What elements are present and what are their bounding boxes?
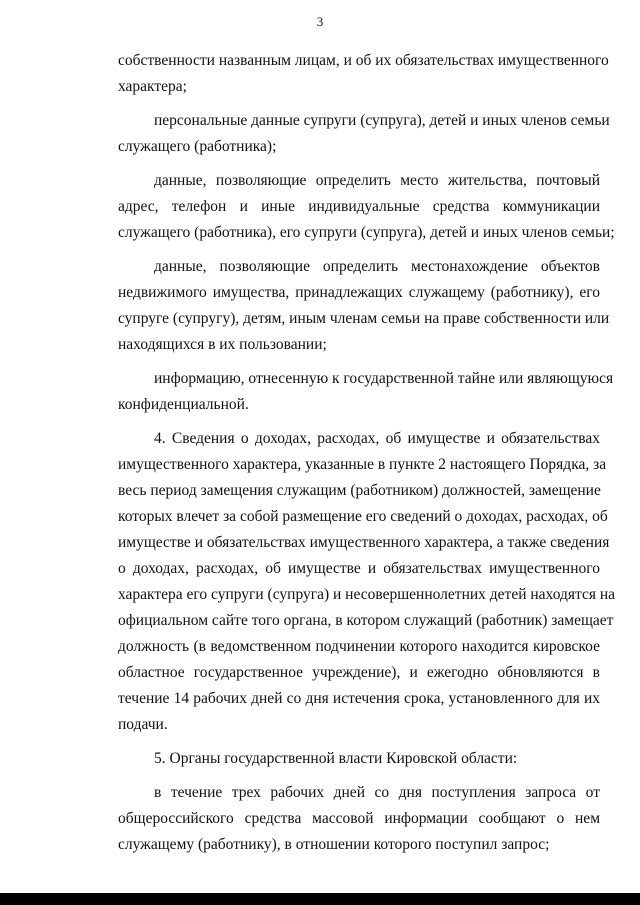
text-line: о доходах, расходах, об имуществе и обязательствах имущественного xyxy=(118,560,600,577)
text-line: имуществе и обязательствах имущественного характера, а также сведения xyxy=(118,534,610,551)
text-line: которых влечет за собой размещение его сведений о доходах, расходах, об xyxy=(118,508,608,525)
paragraph-residence-data xyxy=(118,168,615,246)
text-line: весь период замещения служащим (работником) должностей, замещение xyxy=(118,482,601,499)
text-line: адрес, телефон и иные индивидуальные средства коммуникации xyxy=(118,198,600,215)
paragraph-real-estate-data xyxy=(118,254,610,358)
text-line: 4. Сведения о доходах, расходах, об имуществе и обязательствах xyxy=(154,430,600,447)
text-line: собственности названным лицам, и об их обязательствах имущественного xyxy=(118,52,609,69)
text-line: имущественного характера, указанные в пункте 2 настоящего Порядка, за xyxy=(118,456,607,473)
text-line: конфиденциальной. xyxy=(118,396,249,413)
text-line: 5. Органы государственной власти Кировской области: xyxy=(154,750,518,767)
text-line: данные, позволяющие определить место жительства, почтовый xyxy=(154,172,600,189)
text-line: данные, позволяющие определить местонахождение объектов xyxy=(154,258,600,275)
scan-edge-bar xyxy=(0,893,640,905)
text-line: должность (в ведомственном подчинении которого находится кировское xyxy=(118,638,600,655)
page-number: 3 xyxy=(316,14,324,29)
text-line: общероссийского средства массовой информации сообщают о нем xyxy=(118,810,600,827)
text-line: недвижимого имущества, принадлежащих служащему (работнику), его xyxy=(118,284,600,301)
text-line: официальном сайте того органа, в котором служащий (работник) замещает xyxy=(118,612,614,629)
text-line: областное государственное учреждение), и ежегодно обновляются в xyxy=(118,664,600,681)
text-line: информацию, отнесенную к государственной тайне или являющуюся xyxy=(154,370,614,387)
text-line: находящихся в их пользовании; xyxy=(118,336,327,353)
text-line: служащему (работнику), в отношении которого поступил запрос; xyxy=(118,836,550,853)
text-line: подачи. xyxy=(118,716,168,733)
paragraph-secret-info xyxy=(118,366,614,418)
text-line: характера его супруги (супруга) и несовершеннолетних детей находятся на xyxy=(118,586,616,603)
paragraph-personal-data xyxy=(118,108,610,160)
text-line: в течение трех рабочих дней со дня поступления запроса от xyxy=(154,784,600,801)
text-line: характера; xyxy=(118,78,187,95)
text-line: служащего (работника), его супруги (супруга), детей и иных членов семьи; xyxy=(118,224,615,241)
paragraph-section-4 xyxy=(118,426,616,738)
paragraph-property-obligations xyxy=(118,48,609,100)
text-line: персональные данные супруги (супруга), детей и иных членов семьи xyxy=(154,112,610,129)
text-line: течение 14 рабочих дней со дня истечения срока, установленного для их xyxy=(118,690,600,707)
text-line: супруге (супругу), детям, иным членам семьи на праве собственности или xyxy=(118,310,610,327)
text-line: служащего (работника); xyxy=(118,138,277,155)
paragraph-section-5 xyxy=(118,746,600,772)
paragraph-request-notice xyxy=(118,780,600,858)
document-body xyxy=(118,48,616,866)
